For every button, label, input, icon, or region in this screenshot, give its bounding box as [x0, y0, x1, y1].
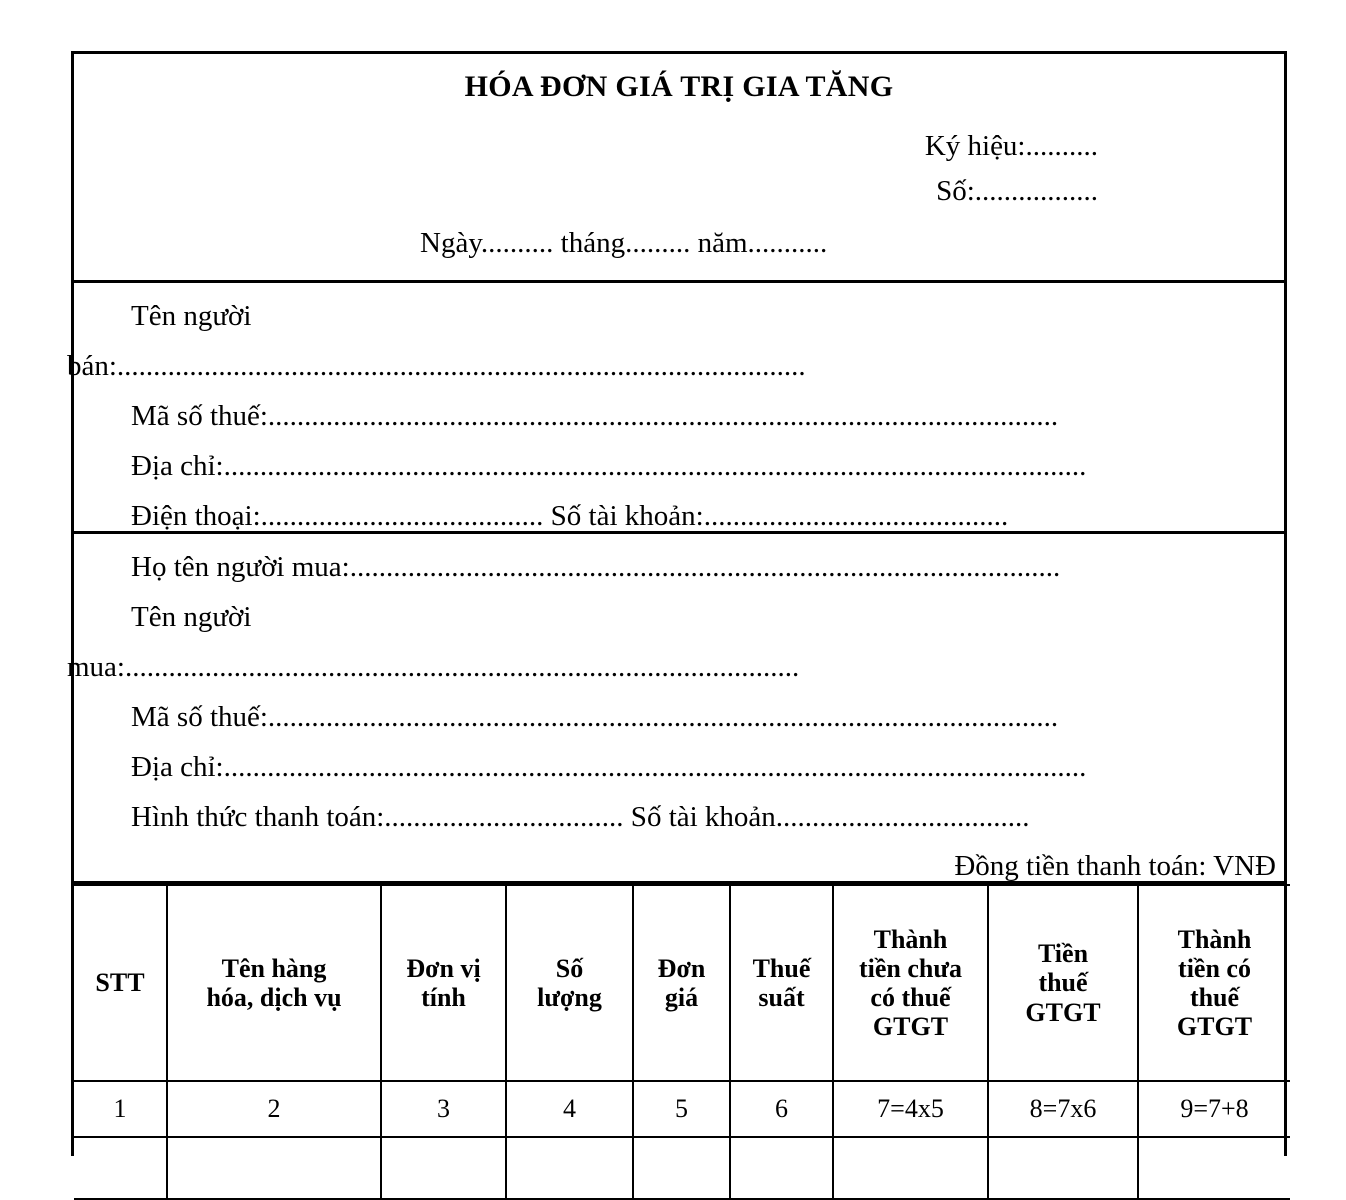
column-number-4: 4	[506, 1081, 633, 1137]
column-header-vat-amount-line1: Tiền	[1037, 939, 1089, 969]
column-header-unit-price-line1: Đơn	[657, 953, 706, 983]
column-header-unit-line1: Đơn vị	[406, 953, 481, 983]
column-header-amount-before-tax-line4: GTGT	[872, 1012, 949, 1042]
cell-vat-amount[interactable]	[988, 1137, 1138, 1199]
seller-name-label: Tên người	[131, 300, 252, 332]
seller-tax-code-field[interactable]: Mã số thuế:.............................................................................................................	[131, 400, 1059, 432]
column-header-tax-rate-line1: Thuế	[752, 953, 811, 983]
column-header-item-name-line1: Tên hàng	[221, 953, 327, 983]
column-header-quantity	[506, 885, 633, 1081]
cell-stt[interactable]	[74, 1137, 167, 1199]
cell-tax-rate[interactable]	[730, 1137, 833, 1199]
seller-section	[67, 283, 1284, 534]
cell-item-name[interactable]	[167, 1137, 381, 1199]
invoice-header-block	[74, 54, 1284, 283]
column-header-vat-amount-line2: thuế	[1038, 968, 1088, 998]
column-header-amount-with-tax-line4: GTGT	[1176, 1012, 1253, 1042]
payment-currency-label: Đồng tiền thanh toán: VNĐ	[954, 850, 1276, 882]
column-header-tax-rate-line2: suất	[758, 983, 805, 1012]
goods-table-column-number-row	[74, 1081, 1290, 1137]
seller-name-field[interactable]: bán:...............................................................................................	[67, 350, 806, 382]
column-header-amount-before-tax-line2: tiền chưa	[859, 953, 962, 983]
column-header-amount-with-tax-line1: Thành	[1177, 924, 1252, 954]
column-number-9: 9=7+8	[1138, 1081, 1290, 1137]
column-number-8: 8=7x6	[988, 1081, 1138, 1137]
buyer-section	[67, 534, 1284, 884]
column-header-stt-text: STT	[95, 968, 145, 998]
column-header-item-name	[167, 885, 381, 1081]
column-header-amount-with-tax	[1138, 885, 1290, 1081]
column-header-amount-with-tax-line3: thuế	[1189, 983, 1240, 1012]
cell-unit[interactable]	[381, 1137, 506, 1199]
column-number-6: 6	[730, 1081, 833, 1137]
seller-phone-account-field[interactable]: Điện thoại:....................................... Số tài khoản:..........................................	[131, 500, 1009, 532]
goods-table-header-row	[74, 885, 1290, 1081]
cell-unit-price[interactable]	[633, 1137, 730, 1199]
column-number-7: 7=4x5	[833, 1081, 988, 1137]
column-number-3: 3	[381, 1081, 506, 1137]
page-title: HÓA ĐƠN GIÁ TRỊ GIA TĂNG	[464, 70, 894, 103]
column-number-1: 1	[74, 1081, 167, 1137]
buyer-name-field[interactable]: mua:.............................................................................................	[67, 651, 800, 683]
buyer-person-name-field[interactable]: Họ tên người mua:..................................................................................................	[131, 551, 1061, 583]
cell-amount-with-tax[interactable]	[1138, 1137, 1290, 1199]
invoice-frame	[67, 51, 1287, 1156]
column-header-vat-amount-line3: GTGT	[1025, 997, 1101, 1027]
cell-quantity[interactable]	[506, 1137, 633, 1199]
column-header-amount-with-tax-line2: tiền có	[1178, 953, 1251, 983]
buyer-name-label: Tên người	[131, 601, 252, 633]
column-header-quantity-line1: Số	[555, 953, 584, 983]
column-header-item-name-line2: hóa, dịch vụ	[206, 983, 342, 1012]
column-header-amount-before-tax	[833, 885, 988, 1081]
column-header-vat-amount	[988, 885, 1138, 1081]
table-row[interactable]	[74, 1137, 1290, 1199]
column-number-5: 5	[633, 1081, 730, 1137]
invoice-date-field[interactable]: Ngày.......... tháng......... năm...........	[420, 227, 828, 259]
column-header-tax-rate	[730, 885, 833, 1081]
column-header-quantity-line2: lượng	[537, 983, 602, 1012]
column-header-unit-price	[633, 885, 730, 1081]
column-header-amount-before-tax-line3: có thuế	[870, 983, 951, 1012]
column-header-unit-price-line2: giá	[664, 983, 699, 1012]
column-header-amount-before-tax-line1: Thành	[873, 924, 948, 954]
column-number-2: 2	[167, 1081, 381, 1137]
seller-address-field[interactable]: Địa chỉ:.......................................................................................................................	[131, 450, 1087, 482]
cell-amount-before-tax[interactable]	[833, 1137, 988, 1199]
goods-table	[74, 884, 1290, 1200]
buyer-payment-method-field[interactable]: Hình thức thanh toán:................................. Số tài khoản...................................	[131, 801, 1030, 833]
buyer-tax-code-field[interactable]: Mã số thuế:.............................................................................................................	[131, 701, 1059, 733]
column-header-unit-line2: tính	[421, 983, 466, 1012]
column-header-stt	[74, 885, 167, 1081]
invoice-symbol-field[interactable]: Ký hiệu:..........	[924, 130, 1098, 162]
invoice-number-field[interactable]: Số:.................	[936, 175, 1098, 207]
column-header-unit	[381, 885, 506, 1081]
buyer-address-field[interactable]: Địa chỉ:.......................................................................................................................	[131, 751, 1087, 783]
